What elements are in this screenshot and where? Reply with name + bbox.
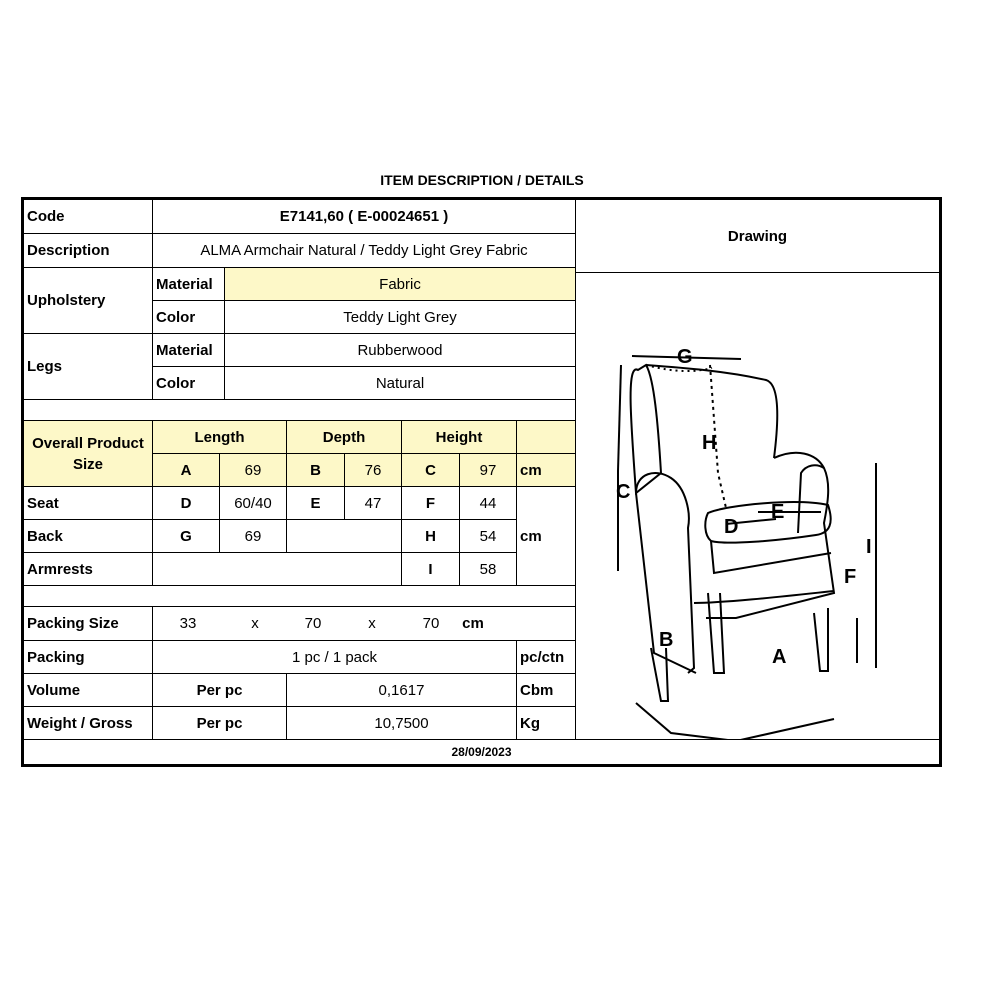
dim-c-upper <box>618 365 621 471</box>
volume-per: Per pc <box>152 673 287 707</box>
upholstery-label: Upholstery <box>23 267 153 334</box>
dim-a-value: 69 <box>219 453 287 487</box>
weight-value: 10,7500 <box>286 706 517 740</box>
page-title: ITEM DESCRIPTION / DETAILS <box>380 172 584 188</box>
packing-size-x2: x <box>368 615 376 632</box>
packing-value: 1 pc / 1 pack <box>152 640 517 674</box>
depth-header: Depth <box>286 420 402 454</box>
unit-header-blank <box>516 420 576 454</box>
label-a: A <box>772 646 787 668</box>
dim-e-letter: E <box>286 486 345 520</box>
packing-unit: pc/ctn <box>516 640 576 674</box>
dim-i-value: 58 <box>459 552 517 586</box>
armchair-drawing <box>576 273 940 739</box>
dim-b-value: 76 <box>344 453 402 487</box>
dim-g-letter: G <box>152 519 220 553</box>
label-h: H <box>702 432 717 454</box>
volume-label: Volume <box>23 673 153 707</box>
spacer-row-2 <box>23 585 576 607</box>
volume-value: 0,1617 <box>286 673 517 707</box>
label-b: B <box>659 629 674 651</box>
dim-f-letter: F <box>401 486 460 520</box>
dim-c-value: 97 <box>459 453 517 487</box>
label-f: F <box>844 566 857 588</box>
overall-size-label: Overall Product Size <box>23 420 153 487</box>
seat-base-outline <box>711 541 831 573</box>
code-value: E7141,60 ( E-00024651 ) <box>152 199 576 234</box>
legs-color-value: Natural <box>224 366 576 400</box>
back-label: Back <box>23 519 153 553</box>
packing-size-length: 33 <box>179 615 197 632</box>
armrests-blank <box>152 552 402 586</box>
dim-d-value: 60/40 <box>219 486 287 520</box>
upholstery-material-label: Material <box>152 267 225 301</box>
label-c: C <box>616 481 631 503</box>
date-footer: 28/09/2023 <box>23 739 940 765</box>
dim-e-value: 47 <box>344 486 402 520</box>
packing-size-x1: x <box>251 615 259 632</box>
legs-color-label: Color <box>152 366 225 400</box>
packing-size-label: Packing Size <box>23 606 153 641</box>
dim-c-letter: C <box>401 453 460 487</box>
seat-back-unit: cm <box>516 486 576 586</box>
packing-size-height: 70 <box>422 615 440 632</box>
dim-h-value: 54 <box>459 519 517 553</box>
label-g: G <box>677 346 693 368</box>
overall-unit: cm <box>516 453 576 487</box>
legs-material-label: Material <box>152 333 225 367</box>
weight-unit: Kg <box>516 706 576 740</box>
upholstery-color-value: Teddy Light Grey <box>224 300 576 334</box>
dim-b-letter: B <box>286 453 345 487</box>
weight-label: Weight / Gross <box>23 706 153 740</box>
dim-g-value: 69 <box>219 519 287 553</box>
label-e: E <box>771 501 785 523</box>
legs-label: Legs <box>23 333 153 400</box>
spec-sheet <box>21 197 942 767</box>
packing-size-width: 70 <box>304 615 322 632</box>
length-header: Length <box>152 420 287 454</box>
spacer-row <box>23 399 576 421</box>
packing-label: Packing <box>23 640 153 674</box>
back-blank <box>286 519 402 553</box>
dim-ab-line <box>636 703 834 739</box>
front-right-leg <box>814 608 828 671</box>
armrests-label: Armrests <box>23 552 153 586</box>
right-arm-inner <box>798 465 824 533</box>
seat-label: Seat <box>23 486 153 520</box>
weight-per: Per pc <box>152 706 287 740</box>
dim-a-letter: A <box>152 453 220 487</box>
label-d: D <box>724 516 739 538</box>
legs-material-value: Rubberwood <box>224 333 576 367</box>
description-value: ALMA Armchair Natural / Teddy Light Grey Fabric <box>152 233 576 268</box>
packing-size-unit: cm <box>462 615 484 632</box>
front-left-leg <box>708 593 724 673</box>
dim-d-letter: D <box>152 486 220 520</box>
volume-unit: Cbm <box>516 673 576 707</box>
dim-f-value: 44 <box>459 486 517 520</box>
upholstery-color-label: Color <box>152 300 225 334</box>
drawing-header: Drawing <box>575 199 940 273</box>
label-i: I <box>866 536 872 558</box>
dim-i-letter: I <box>401 552 460 586</box>
code-label: Code <box>23 199 153 234</box>
height-header: Height <box>401 420 517 454</box>
front-skirt-outline <box>694 591 834 603</box>
upholstery-material-value: Fabric <box>224 267 576 301</box>
dim-h-letter: H <box>401 519 460 553</box>
description-label: Description <box>23 233 153 268</box>
